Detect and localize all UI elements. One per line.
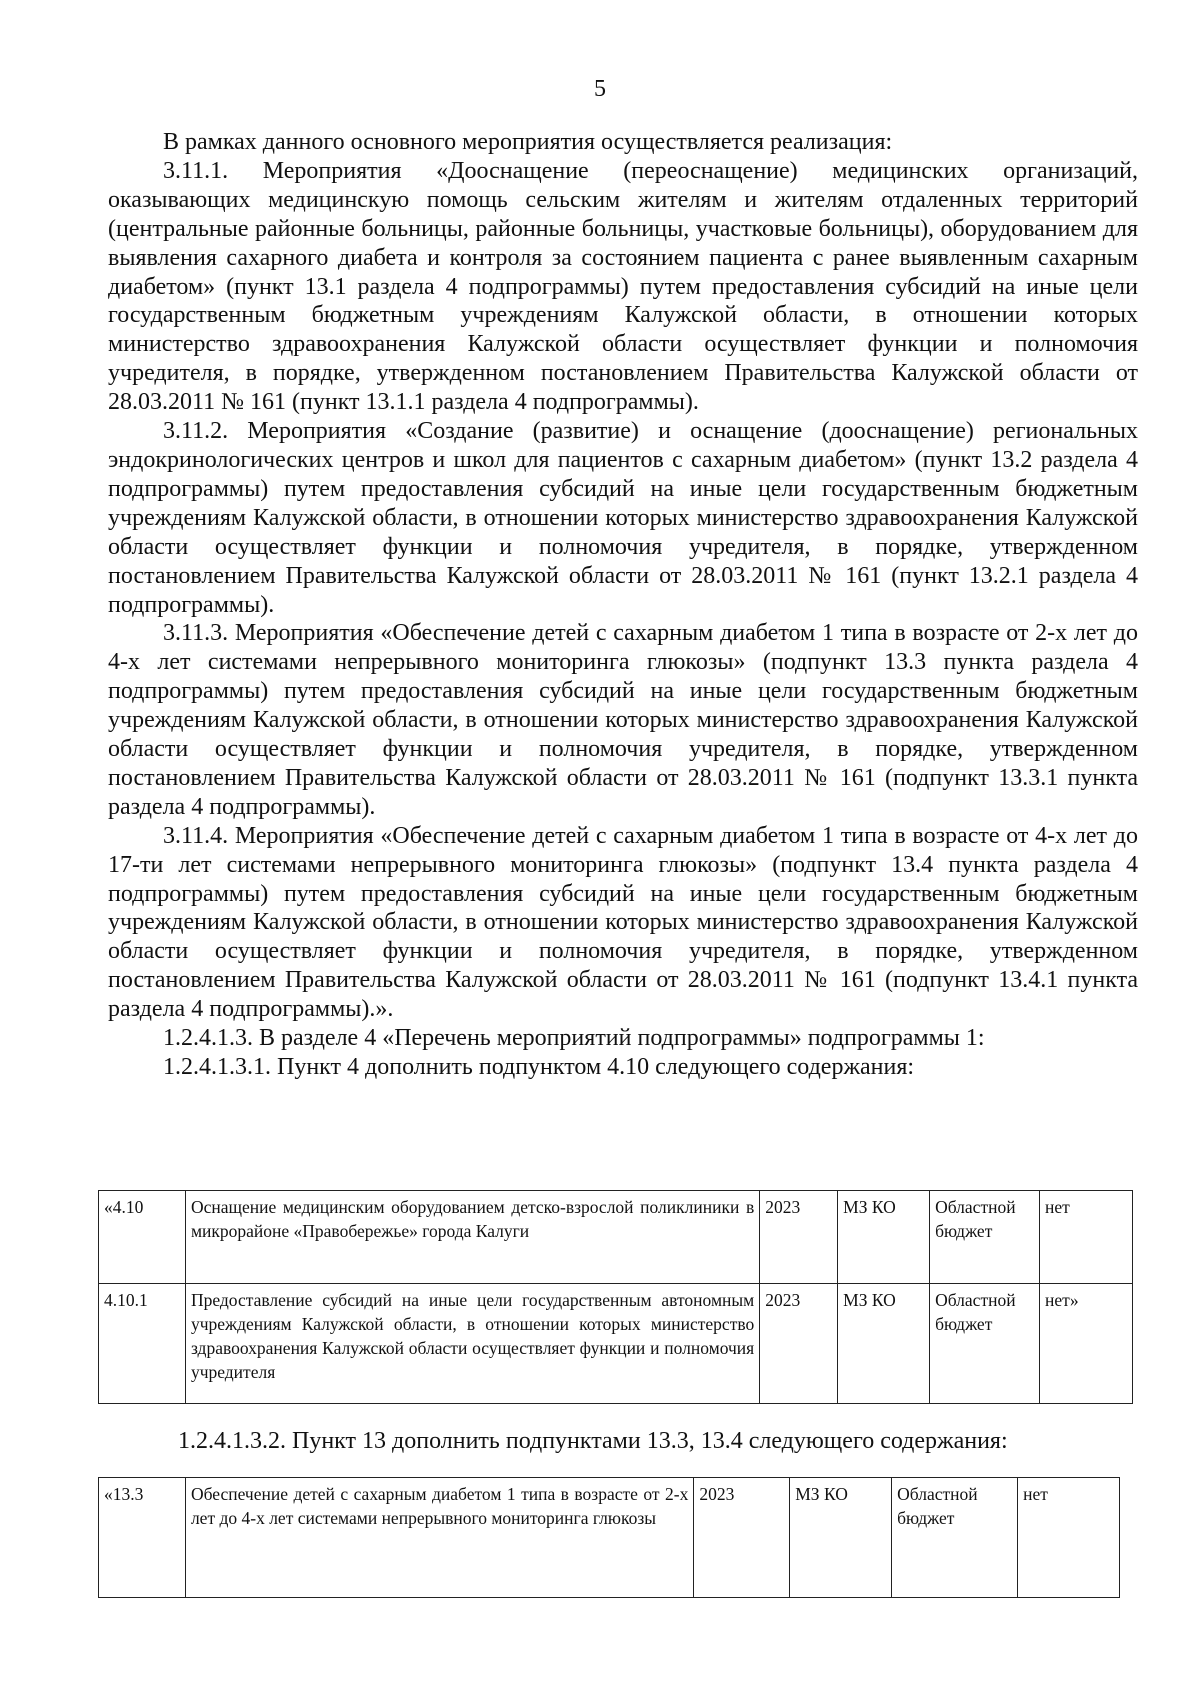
cell-description: Обеспечение детей с сахарным диабетом 1 типа в возрасте от 2-х лет до 4-х лет системами непрерывного мониторинга глюкозы <box>185 1478 693 1598</box>
paragraph-3-11-1: 3.11.1. Мероприятия «Дооснащение (переоснащение) медицинских организаций, оказывающих медицинскую помощь сельским жителям и жителям отдаленных территорий (центральные районные больницы, районные больницы, участковые больницы), оборудованием для выявления сахарного диабета и контроля за состоянием пациента с ранее выявленным сахарным диабетом» (пункт 13.1 раздела 4 подпрограммы) путем предоставления субсидий на иные цели государственным бюджетным учреждениям Калужской области, в отношении которых министерство здравоохранения Калужской области осуществляет функции и полномочия учредителя, в порядке, утвержденном постановлением Правительства Калужской области от 28.03.2011 № 161 (пункт 13.1.1 раздела 4 подпрограммы). <box>108 157 1138 416</box>
table-row <box>99 1191 1133 1284</box>
table-row <box>99 1478 1120 1598</box>
subheading-1-2-4-1-3-2: 1.2.4.1.3.2. Пункт 13 дополнить подпунктами 13.3, 13.4 следующего содержания: <box>178 1428 1008 1454</box>
cell-number: «13.3 <box>99 1478 186 1598</box>
cell-year: 2023 <box>760 1191 838 1284</box>
table-row <box>99 1284 1133 1404</box>
cell-extra: нет <box>1018 1478 1120 1598</box>
paragraph-1-2-4-1-3-1: 1.2.4.1.3.1. Пункт 4 дополнить подпунктом 4.10 следующего содержания: <box>163 1054 915 1080</box>
paragraph-3-11-2: 3.11.2. Мероприятия «Создание (развитие) и оснащение (дооснащение) региональных эндокринологических центров и школ для пациентов с сахарным диабетом» (пункт 13.2 раздела 4 подпрограммы) путем предоставления субсидий на иные цели государственным бюджетным учреждениям Калужской области, в отношении которых министерство здравоохранения Калужской области осуществляет функции и полномочия учредителя, в порядке, утвержденном постановлением Правительства Калужской области от 28.03.2011 № 161 (пункт 13.2.1 раздела 4 подпрограммы). <box>108 418 1138 618</box>
cell-description: Оснащение медицинским оборудованием детско-взрослой поликлиники в микрорайоне «Правобережье» города Калуги <box>185 1191 759 1284</box>
cell-funding-source: Областной бюджет <box>930 1284 1040 1404</box>
cell-funding-source: Областной бюджет <box>892 1478 1018 1598</box>
cell-number: «4.10 <box>99 1191 186 1284</box>
paragraph-3-11-4: 3.11.4. Мероприятия «Обеспечение детей с сахарным диабетом 1 типа в возрасте от 4-х лет до 17-ти лет системами непрерывного мониторинга глюкозы» (подпункт 13.4 пункта раздела 4 подпрограммы) путем предоставления субсидий на иные цели государственным бюджетным учреждениям Калужской области, в отношении которых министерство здравоохранения Калужской области осуществляет функции и полномочия учредителя, в порядке, утвержденном постановлением Правительства Калужской области от 28.03.2011 № 161 (подпункт 13.4.1 пункта раздела 4 подпрограммы).». <box>108 822 1138 1023</box>
cell-executor: МЗ КО <box>790 1478 892 1598</box>
cell-funding-source: Областной бюджет <box>930 1191 1040 1284</box>
cell-executor: МЗ КО <box>838 1191 930 1284</box>
cell-description: Предоставление субсидий на иные цели государственным автономным учреждениям Калужской области, в отношении которых министерство здравоохранения Калужской области осуществляет функции и полномочия учредителя <box>185 1284 759 1404</box>
table-point-13-3 <box>98 1477 1120 1598</box>
paragraph-1-2-4-1-3: 1.2.4.1.3. В разделе 4 «Перечень мероприятий подпрограммы» подпрограммы 1: <box>163 1025 985 1052</box>
cell-year: 2023 <box>760 1284 838 1404</box>
paragraph-intro: В рамках данного основного мероприятия осуществляется реализация: <box>163 129 893 155</box>
body-text <box>108 128 1138 1082</box>
cell-year: 2023 <box>694 1478 790 1598</box>
cell-executor: МЗ КО <box>838 1284 930 1404</box>
paragraph-3-11-3: 3.11.3. Мероприятия «Обеспечение детей с сахарным диабетом 1 типа в возрасте от 2-х лет до 4-х лет системами непрерывного мониторинга глюкозы» (подпункт 13.3 пункта раздела 4 подпрограммы) путем предоставления субсидий на иные цели государственным бюджетным учреждениям Калужской области, в отношении которых министерство здравоохранения Калужской области осуществляет функции и полномочия учредителя, в порядке, утвержденном постановлением Правительства Калужской области от 28.03.2011 № 161 (подпункт 13.3.1 пункта раздела 4 подпрограммы). <box>108 620 1138 820</box>
cell-extra: нет <box>1040 1191 1133 1284</box>
cell-number: 4.10.1 <box>99 1284 186 1404</box>
cell-extra: нет» <box>1040 1284 1133 1404</box>
table-point-4-10 <box>98 1190 1133 1404</box>
page-number: 5 <box>594 76 606 102</box>
